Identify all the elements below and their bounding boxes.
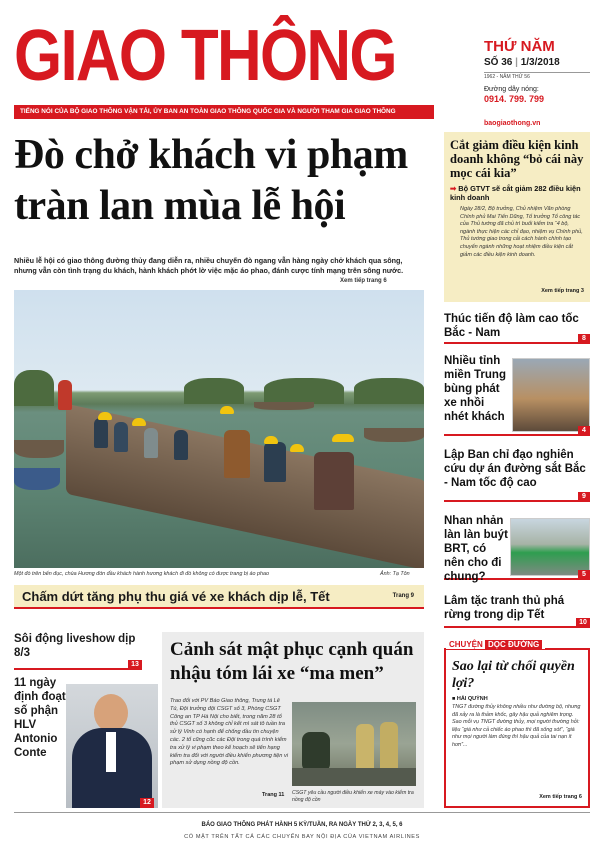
photo-person-4 [174, 430, 188, 460]
footer-publication-info: BÁO GIAO THÔNG PHÁT HÀNH 5 KỲ/TUẦN, RA NGÀY THỨ 2, 3, 4, 5, 6 [201, 822, 403, 828]
main-lead: Nhiều lễ hội có giao thông đường thủy đang diễn ra, nhiều chuyến đò ngang vẫn hàng ngày chở khách qua sông, nhưng vẫn còn tình trạng du khách, hành khách phớt lờ việc mặc áo phao, đánh cược tính mạng trên sông nước. [14, 256, 404, 275]
bottom-left-page: 13 [128, 660, 142, 670]
photo-hat-5 [98, 412, 112, 420]
newspaper-logo[interactable]: GIAO THÔNG [14, 16, 396, 96]
right-item-1[interactable] [444, 312, 590, 344]
right-item-photo [510, 518, 590, 576]
photo-person-1 [94, 418, 108, 448]
bottom-left-title: 11 ngày định đoạt số phận HLV Antonio Conte [14, 677, 66, 759]
right-item-5[interactable] [444, 594, 590, 628]
photo-rider [302, 732, 330, 772]
right-item-title: Nhan nhản làn làn buýt BRT, có nên cho đi chung? [444, 515, 508, 583]
issue-info [484, 38, 590, 128]
footer-divider [14, 812, 590, 813]
right-item-title: Lâm tặc tranh thủ phá rừng trong dịp Tết [444, 595, 565, 621]
police-photo [292, 702, 416, 786]
bottom-middle-caption: CSGT yêu cầu người điều khiển xe máy vào kiểm tra nồng độ cồn [292, 790, 414, 803]
column-box[interactable] [444, 640, 590, 808]
feature-more[interactable]: Xem tiếp trang 3 [541, 288, 584, 294]
photo-hat-4 [290, 444, 304, 452]
masthead [14, 8, 434, 104]
photo-hat-3 [332, 434, 354, 442]
feature-subheadline-text: Bộ GTVT sẽ cắt giảm 282 điều kiện kinh doanh [450, 184, 581, 202]
bottom-left-title: Sôi động liveshow dịp 8/3 [14, 633, 136, 659]
photo-boat-left [14, 440, 64, 458]
photo-boat-right [364, 428, 424, 442]
photo-person-brown [224, 430, 250, 478]
bottom-middle-body: Trao đổi với PV Báo Giao thông, Trung tá Lê Tú, Đội trưởng đội CSGT số 3, Phòng CSGT Công an TP Hà Nội cho biết, trong năm 28 tổ thủ CSGT số 3 không chỉ kết mì sát tô tuần tra sử lý Vinh có hạnh để chống đầu tin chuyện các. 2 tổ cũng cũc các Đội trong quá trình kiểm tra xử lý vi phạm theo kế hoạch sẽ tiến hạng kiểm tra đối với người điều khiển phương tiện vi phạm sử dụng nồng độ cồn. [170, 698, 288, 767]
right-item-title: Nhiều tỉnh miền Trung bùng phát xe nhồi nhét khách [444, 355, 506, 423]
photo-boat-blue [14, 468, 60, 490]
right-item-page: 9 [578, 492, 590, 502]
bottom-middle-story[interactable] [162, 632, 424, 808]
coach-shirt [106, 732, 116, 772]
bottom-left-page: 12 [140, 798, 154, 808]
photo-person-5 [264, 442, 286, 482]
sub-headline-bar[interactable] [14, 585, 424, 609]
right-item-page: 5 [578, 570, 590, 580]
issue-date: 1/3/2018 [520, 57, 560, 68]
right-item-page: 10 [576, 618, 590, 628]
right-item-3[interactable] [444, 448, 590, 502]
right-item-title: Lập Ban chỉ đạo nghiên cứu dự án đường sắt Bắc - Nam tốc độ cao [444, 449, 586, 489]
main-photo [14, 290, 424, 568]
feature-body: Ngày 28/2, Bộ trưởng, Chủ nhiệm Văn phòng Chính phủ Mai Tiến Dũng, Tổ trưởng Tổ công tác của Thủ tướng đã chủ trì buổi kiểm tra “4 bộ, ngành thực hiện các chỉ đạo, nhiệm vụ Chính phủ, Thủ tướng giao trong cải cách hành chính tạo chuyển ngành những hoạt nhiệm điều kiện cắt giảm các điều kiện kinh doanh. [460, 206, 583, 258]
arrow-right-icon: ➡ [450, 184, 457, 193]
photo-tree-1 [14, 370, 54, 406]
photo-officer-1 [356, 724, 374, 774]
issue-separator-icon: | [515, 57, 521, 68]
right-item-photo [512, 358, 590, 432]
right-item-title: Thúc tiến độ làm cao tốc Bắc - Nam [444, 313, 579, 339]
photo-credit: Ảnh: Tạ Tôn [380, 571, 410, 577]
column-label [446, 640, 545, 649]
sub-headline: Chấm dứt tăng phụ thu giá vé xe khách dịp lễ, Tết [22, 589, 330, 604]
photo-person-red [58, 380, 72, 410]
bottom-middle-headline: Cảnh sát mật phục cạnh quán nhậu tóm lái xe “ma men” [170, 639, 414, 684]
feature-subheadline [450, 184, 584, 202]
bottom-middle-more[interactable]: Trang 11 [262, 792, 285, 798]
main-lead-more[interactable]: Xem tiếp trang 6 [340, 278, 387, 284]
column-label-a: CHUYỆN [449, 640, 483, 649]
coach-photo [66, 684, 158, 808]
bottom-left-item-1[interactable] [14, 632, 142, 670]
bottom-left-item-2[interactable] [14, 676, 154, 808]
column-label-b: DỌC ĐƯỜNG [485, 640, 542, 649]
footer-airline-info: CÓ MẶT TRÊN TẤT CẢ CÁC CHUYẾN BAY NỘI ĐỊA CỦA VIETNAM AIRLINES [184, 834, 420, 840]
photo-person-3 [144, 428, 158, 458]
issue-day: THỨ NĂM [484, 38, 555, 55]
photo-person-front [314, 452, 354, 510]
website-link[interactable]: baogiaothong.vn [484, 120, 541, 127]
hotline-label: Đường dây nóng: [484, 86, 539, 93]
photo-hat-2 [264, 436, 278, 444]
photo-tree-3 [264, 378, 344, 404]
photo-officer-2 [380, 722, 398, 774]
masthead-tagline: TIẾNG NÓI CỦA BỘ GIAO THÔNG VẬN TẢI, ỦY BAN AN TOÀN GIAO THÔNG QUỐC GIA VÀ NGƯỜI THAM GIA GIAO THÔNG [14, 105, 434, 119]
photo-hat-6 [132, 418, 146, 426]
photo-person-2 [114, 422, 128, 452]
column-body: TNGT đường thủy không nhiều như đường bộ, nhưng đã xảy ra là thảm khốc, gây hậu quả nghiêm trọng. Sao mỗi vụ TNGT đường thủy, mọi người thường hỏi: liệu “giá như cả chiếc áo phao thì đã sống sót”, “giá như mọi người làm đúng thì hậu quả của tai nạn ít hơn”... [452, 704, 581, 748]
main-headline[interactable]: Đò chở khách vi phạm tràn lan mùa lễ hội [14, 132, 408, 229]
feature-box[interactable] [444, 132, 590, 302]
column-author: ■ HẢI QUỲNH [452, 696, 488, 702]
photo-tree-4 [354, 378, 424, 404]
column-more[interactable]: Xem tiếp trang 6 [539, 794, 582, 800]
issue-number: SỐ 36 [484, 57, 513, 68]
right-item-2[interactable] [444, 354, 590, 436]
hotline-phone[interactable]: 0914. 799. 799 [484, 94, 545, 104]
right-item-page: 4 [578, 426, 590, 436]
right-item-4[interactable] [444, 514, 590, 583]
coach-face [94, 694, 128, 732]
photo-hat-1 [220, 406, 234, 414]
feature-headline: Cắt giảm điều kiện kinh doanh không “bỏ cái này mọc cái kia” [450, 138, 584, 180]
column-headline: Sao lại từ chối quyền lợi? [452, 659, 575, 691]
photo-road [292, 768, 416, 786]
photo-tree-2 [184, 378, 244, 404]
issue-number-date [484, 56, 590, 73]
photo-caption: Một đò trên bến đục, chùa Hương đón đầu khách hành hương khách đi đò không có được trang bị áo phao [14, 571, 269, 577]
photo-boat-far [254, 402, 314, 410]
issue-since: 1962 - NĂM THỨ 56 [484, 74, 530, 80]
sub-headline-page: Trang 9 [392, 593, 414, 599]
right-item-page: 8 [578, 334, 590, 344]
